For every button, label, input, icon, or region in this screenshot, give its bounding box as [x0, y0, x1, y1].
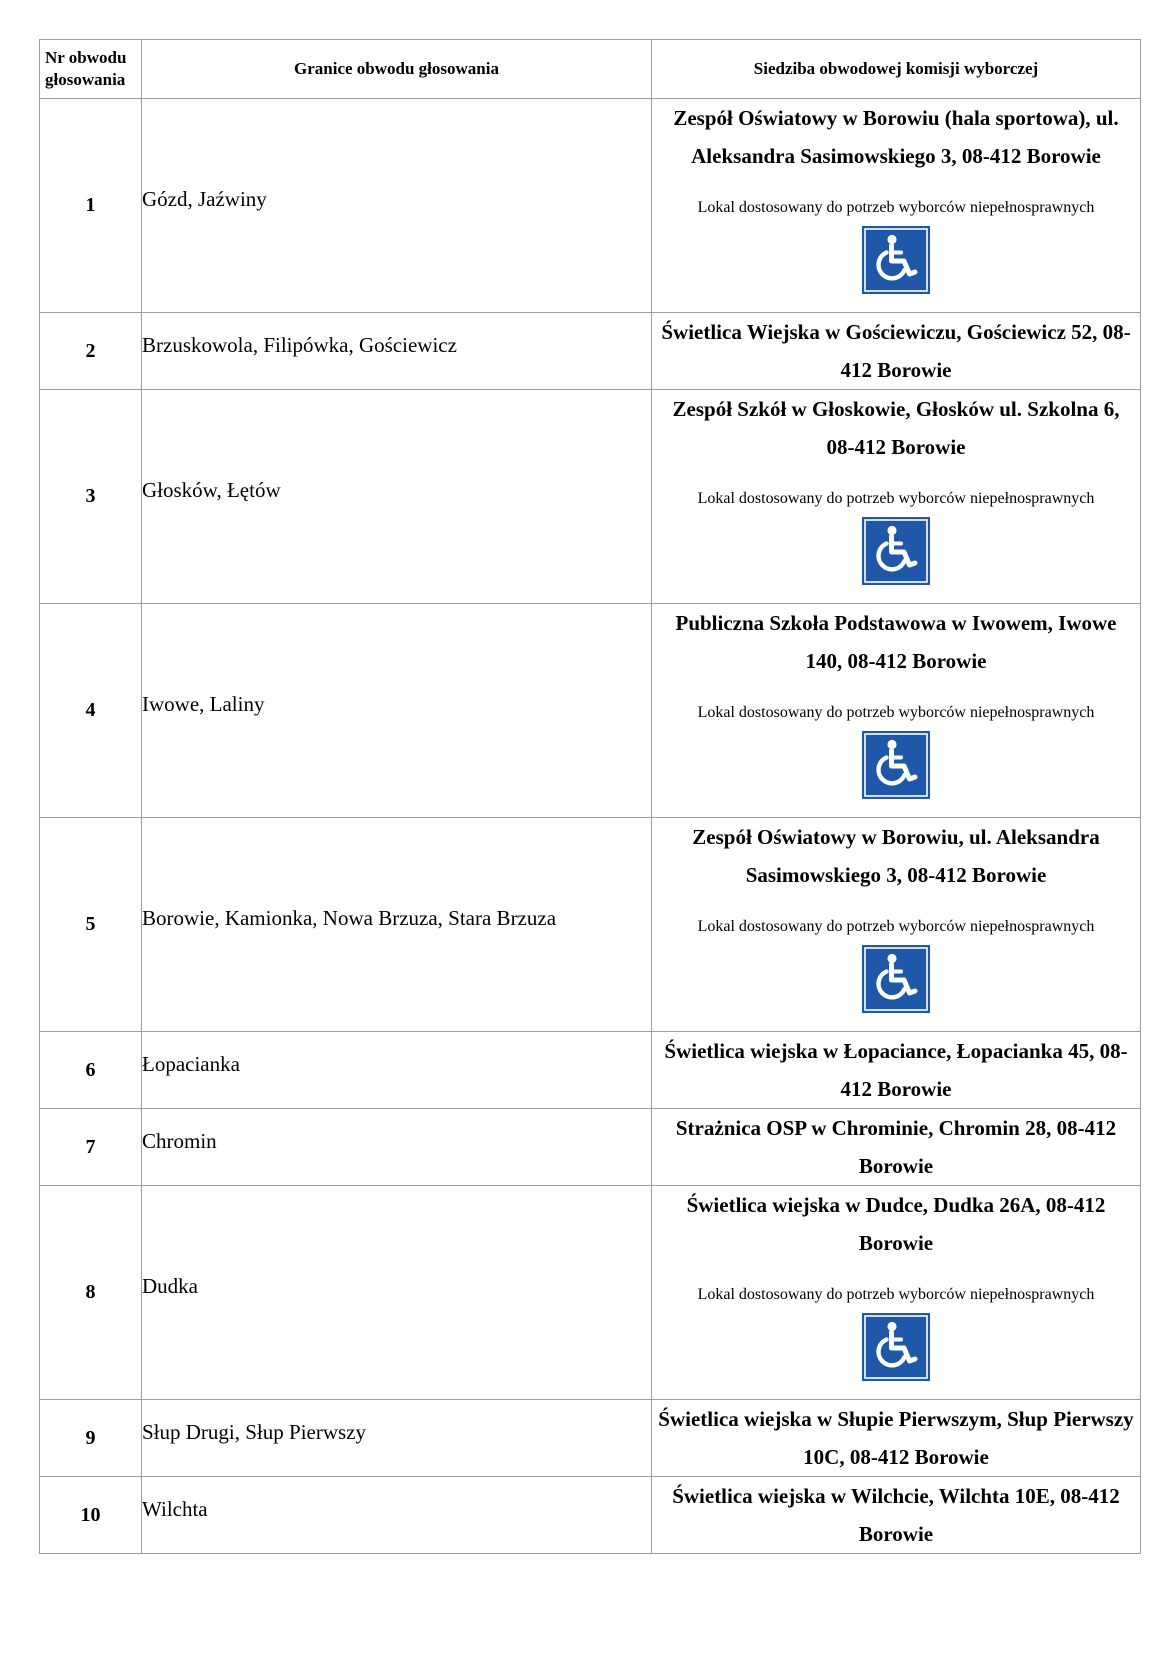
header-district-bounds: Granice obwodu głosowania	[142, 40, 652, 99]
district-bounds-cell	[142, 604, 652, 818]
accessibility-note: Lokal dostosowany do potrzeb wyborców niepełnosprawnych	[697, 918, 1095, 935]
district-bounds: Chromin	[142, 1128, 217, 1153]
table-row	[40, 390, 1141, 604]
district-bounds-cell	[142, 313, 652, 390]
commission-seat-cell	[652, 1109, 1141, 1186]
accessibility-note: Lokal dostosowany do potrzeb wyborców niepełnosprawnych	[697, 490, 1095, 507]
district-number: 5	[40, 818, 142, 1032]
district-number: 8	[40, 1186, 142, 1400]
district-bounds: Gózd, Jaźwiny	[142, 187, 267, 211]
district-bounds: Borowie, Kamionka, Nowa Brzuza, Stara Brzuza	[142, 906, 557, 930]
district-bounds-cell	[142, 1477, 652, 1554]
commission-seat-address: Strażnica OSP w Chrominie, Chromin 28, 08-412 Borowie	[675, 1116, 1117, 1178]
wheelchair-icon	[862, 945, 930, 1013]
table-row	[40, 818, 1141, 1032]
table-row	[40, 1477, 1141, 1554]
district-bounds: Słup Drugi, Słup Pierwszy	[142, 1419, 367, 1444]
commission-seat-cell	[652, 1400, 1141, 1477]
district-number: 3	[40, 390, 142, 604]
table-row	[40, 604, 1141, 818]
commission-seat-address: Zespół Szkół w Głoskowie, Głosków ul. Szkolna 6, 08-412 Borowie	[672, 397, 1120, 459]
commission-seat-address: Świetlica Wiejska w Gościewiczu, Gościewicz 52, 08-412 Borowie	[661, 320, 1131, 382]
table-body	[40, 99, 1141, 1554]
commission-seat-cell	[652, 1477, 1141, 1554]
commission-seat-address: Świetlica wiejska w Słupie Pierwszym, Słup Pierwszy 10C, 08-412 Borowie	[658, 1407, 1134, 1469]
wheelchair-icon	[862, 1313, 930, 1381]
district-bounds: Łopacianka	[142, 1051, 240, 1076]
commission-seat-address: Świetlica wiejska w Dudce, Dudka 26A, 08-412 Borowie	[686, 1193, 1106, 1255]
commission-seat-address: Zespół Oświatowy w Borowiu (hala sportowa), ul. Aleksandra Sasimowskiego 3, 08-412 Borowie	[673, 106, 1119, 168]
wheelchair-icon	[862, 731, 930, 799]
table-row	[40, 1032, 1141, 1109]
commission-seat-cell	[652, 1186, 1141, 1400]
accessibility-note: Lokal dostosowany do potrzeb wyborców niepełnosprawnych	[697, 1286, 1095, 1303]
table-row	[40, 1400, 1141, 1477]
accessibility-note: Lokal dostosowany do potrzeb wyborców niepełnosprawnych	[697, 704, 1095, 721]
commission-seat-cell	[652, 99, 1141, 313]
district-bounds-cell	[142, 1186, 652, 1400]
commission-seat-address: Zespół Oświatowy w Borowiu, ul. Aleksandra Sasimowskiego 3, 08-412 Borowie	[692, 825, 1100, 887]
commission-seat-cell	[652, 1032, 1141, 1109]
commission-seat-address: Publiczna Szkoła Podstawowa w Iwowem, Iwowe 140, 08-412 Borowie	[675, 611, 1117, 673]
district-bounds-cell	[142, 390, 652, 604]
district-bounds: Brzuskowola, Filipówka, Gościewicz	[142, 332, 457, 357]
district-bounds-cell	[142, 1109, 652, 1186]
commission-seat-cell	[652, 604, 1141, 818]
district-bounds: Dudka	[142, 1274, 198, 1298]
table-header-row	[40, 40, 1141, 99]
wheelchair-icon	[862, 517, 930, 585]
wheelchair-icon	[862, 226, 930, 294]
district-bounds-cell	[142, 818, 652, 1032]
district-number: 1	[40, 99, 142, 313]
district-bounds-cell	[142, 1400, 652, 1477]
district-number: 9	[40, 1400, 142, 1477]
commission-seat-address: Świetlica wiejska w Łopaciance, Łopacianka 45, 08-412 Borowie	[664, 1039, 1128, 1101]
district-bounds: Iwowe, Laliny	[142, 692, 265, 716]
table-row	[40, 1109, 1141, 1186]
accessibility-note: Lokal dostosowany do potrzeb wyborców niepełnosprawnych	[697, 199, 1095, 216]
district-bounds-cell	[142, 99, 652, 313]
commission-seat-cell	[652, 818, 1141, 1032]
commission-seat-cell	[652, 313, 1141, 390]
header-district-number: Nr obwodu głosowania	[40, 40, 142, 99]
district-number: 10	[40, 1477, 142, 1554]
voting-districts-table	[39, 39, 1141, 1554]
district-bounds-cell	[142, 1032, 652, 1109]
district-number: 7	[40, 1109, 142, 1186]
district-number: 4	[40, 604, 142, 818]
header-commission-seat: Siedziba obwodowej komisji wyborczej	[652, 40, 1141, 99]
district-number: 2	[40, 313, 142, 390]
table-row	[40, 99, 1141, 313]
district-bounds: Głosków, Łętów	[142, 478, 281, 502]
district-bounds: Wilchta	[142, 1496, 208, 1521]
table-row	[40, 1186, 1141, 1400]
commission-seat-address: Świetlica wiejska w Wilchcie, Wilchta 10E, 08-412 Borowie	[672, 1484, 1120, 1546]
district-number: 6	[40, 1032, 142, 1109]
table-row	[40, 313, 1141, 390]
commission-seat-cell	[652, 390, 1141, 604]
